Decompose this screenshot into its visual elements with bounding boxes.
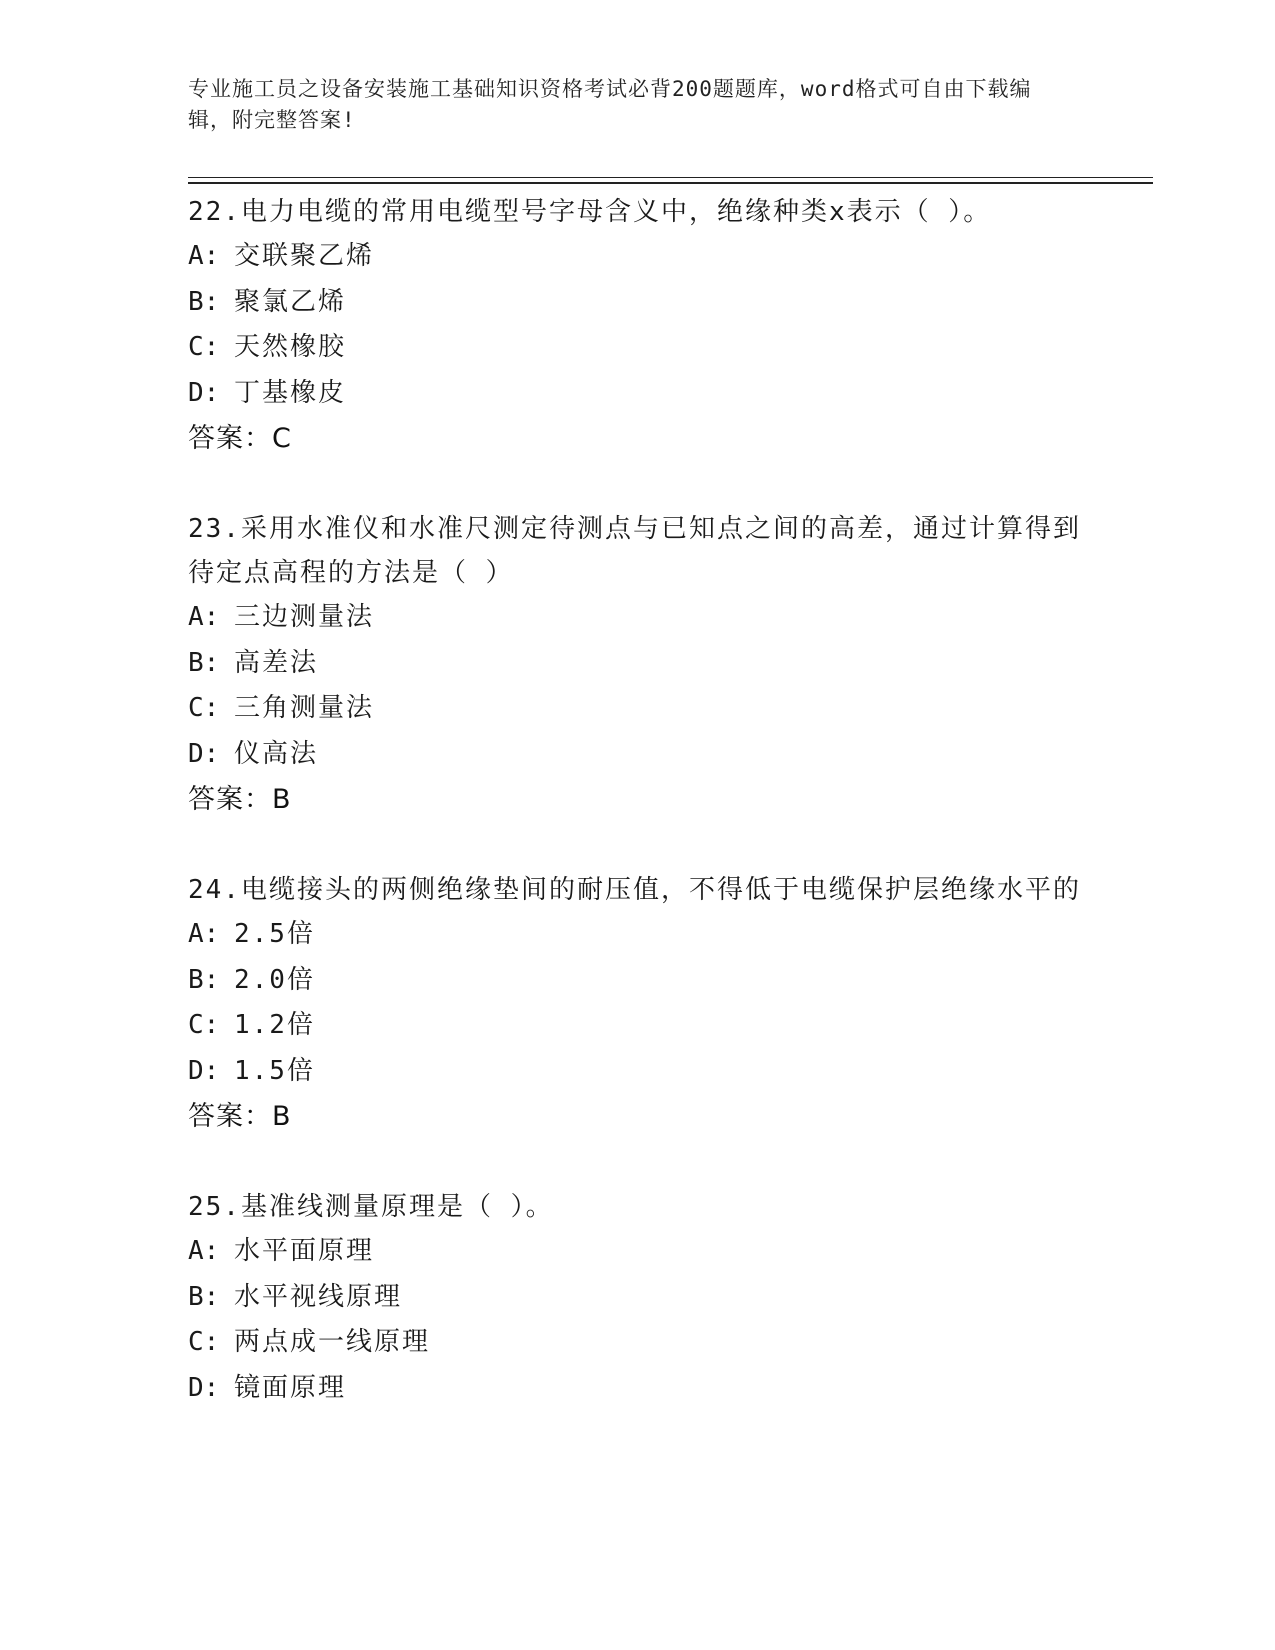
- option-key: C:: [188, 1010, 220, 1040]
- question-23: [188, 507, 1088, 822]
- option-key: A:: [188, 602, 220, 632]
- option-text: 镜面原理: [234, 1372, 347, 1403]
- option-text: 三边测量法: [234, 602, 375, 632]
- question-stem: 22.电力电缆的常用电缆型号字母含义中，绝缘种类x表示（ ）。: [188, 197, 992, 227]
- answer-line: 答案：B: [188, 1101, 292, 1132]
- question-list: [188, 190, 1088, 1411]
- option-text: 交联聚乙烯: [234, 241, 375, 271]
- option-key: A:: [188, 919, 220, 949]
- question-stem: 25.基准线测量原理是（ ）。: [188, 1192, 554, 1222]
- option-text: 丁基橡皮: [234, 377, 347, 408]
- option-text: 水平面原理: [234, 1236, 375, 1266]
- option-b: [188, 641, 1088, 687]
- option-text: 水平视线原理: [234, 1281, 403, 1312]
- option-key: A:: [188, 1236, 220, 1266]
- option-c: [188, 325, 1088, 371]
- option-d: [188, 1366, 1088, 1412]
- header-divider-thick: [188, 182, 1153, 184]
- option-b: [188, 1275, 1088, 1321]
- answer-line: 答案：C: [188, 423, 292, 454]
- option-text: 聚氯乙烯: [234, 286, 347, 317]
- option-key: B:: [188, 1281, 220, 1312]
- question-22: [188, 190, 1088, 461]
- option-key: D:: [188, 1055, 220, 1086]
- option-text: 1.2倍: [234, 1010, 315, 1040]
- option-a: [188, 1229, 1088, 1275]
- option-text: 天然橡胶: [234, 332, 347, 362]
- option-key: D:: [188, 377, 220, 408]
- option-c: [188, 1003, 1088, 1049]
- option-text: 三角测量法: [234, 693, 375, 723]
- option-c: [188, 686, 1088, 732]
- option-key: C:: [188, 693, 220, 723]
- option-key: B:: [188, 964, 220, 995]
- question-stem: 23.采用水准仪和水准尺测定待测点与已知点之间的高差，通过计算得到待定点高程的方法是（ ）: [188, 514, 1081, 588]
- option-key: B:: [188, 286, 220, 317]
- option-key: A:: [188, 241, 220, 271]
- question-stem: 24.电缆接头的两侧绝缘垫间的耐压值，不得低于电缆保护层绝缘水平的: [188, 875, 1081, 905]
- option-c: [188, 1320, 1088, 1366]
- option-b: [188, 280, 1088, 326]
- option-key: D:: [188, 1372, 220, 1403]
- answer-line: 答案：B: [188, 784, 292, 815]
- option-a: [188, 595, 1088, 641]
- option-text: 仪高法: [234, 738, 319, 769]
- option-key: C:: [188, 1327, 220, 1357]
- option-a: [188, 234, 1088, 280]
- header-divider-thin: [188, 177, 1153, 178]
- question-25: [188, 1185, 1088, 1411]
- option-b: [188, 958, 1088, 1004]
- option-key: D:: [188, 738, 220, 769]
- option-text: 2.5倍: [234, 919, 315, 949]
- option-d: [188, 732, 1088, 778]
- option-text: 高差法: [234, 647, 319, 678]
- question-24: [188, 868, 1088, 1139]
- option-text: 两点成一线原理: [234, 1327, 431, 1357]
- document-header: 专业施工员之设备安装施工基础知识资格考试必背200题题库，word格式可自由下载编辑，附完整答案!: [188, 77, 1032, 132]
- option-text: 1.5倍: [234, 1055, 315, 1086]
- option-text: 2.0倍: [234, 964, 315, 995]
- option-key: C:: [188, 332, 220, 362]
- option-a: [188, 912, 1088, 958]
- option-d: [188, 371, 1088, 417]
- option-key: B:: [188, 647, 220, 678]
- option-d: [188, 1049, 1088, 1095]
